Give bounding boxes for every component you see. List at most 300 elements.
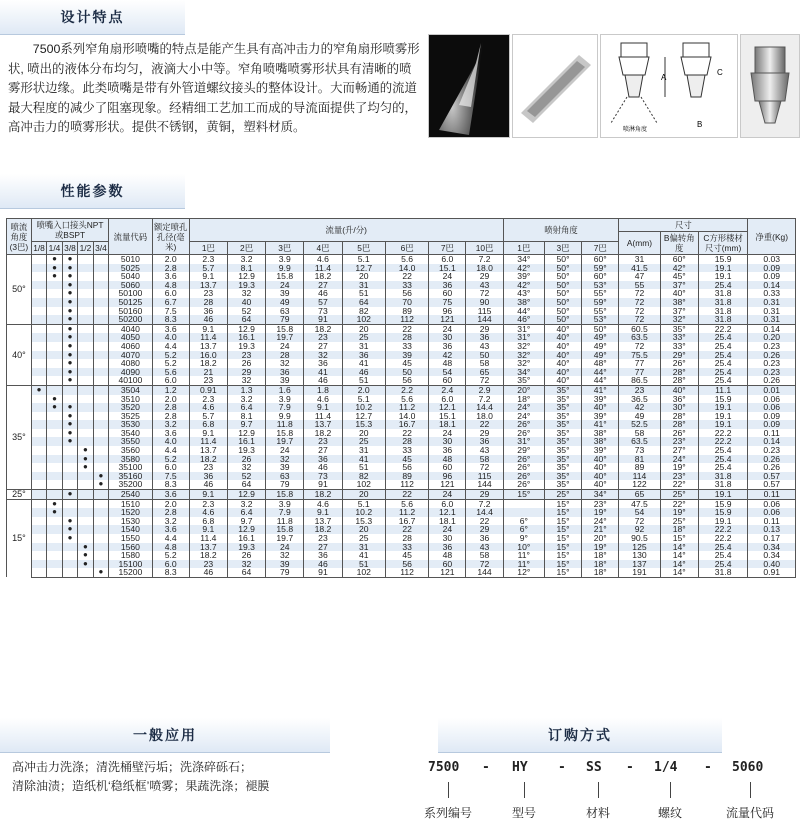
size-mark-cell [62,463,77,472]
table-cell: 22.2 [698,525,748,534]
table-cell: 42° [503,281,544,290]
table-cell: 18.0 [466,412,503,421]
table-row [7,455,796,464]
table-cell: 56 [385,376,428,385]
size-mark-cell [47,420,62,429]
table-cell: 11.4 [304,264,342,273]
size-mark-cell [93,429,109,438]
table-cell: 25.4 [698,455,748,464]
table-cell: 20° [503,385,544,394]
table-cell: 6.0 [152,560,189,569]
table-cell: 4.6 [304,499,342,508]
table-cell: 26 [227,359,265,368]
table-cell: 72 [619,289,660,298]
hdr-pressure: 6巴 [385,242,428,255]
hdr-pressure: 7巴 [429,242,466,255]
table-cell: 3.2 [227,255,265,264]
table-cell: 2.0 [152,255,189,264]
table-cell: 50° [544,281,581,290]
table-cell: 19° [582,543,619,552]
size-mark-cell [78,490,93,500]
dimension-diagram [600,34,738,138]
size-mark-cell: ● [62,289,77,298]
size-mark-cell [93,281,109,290]
table-cell: 46 [189,480,227,489]
table-cell: 30 [429,333,466,342]
table-cell: 41 [342,551,385,560]
table-cell: 0.11 [748,517,796,526]
table-cell: 29° [660,351,698,360]
table-cell: 46 [304,376,342,385]
table-cell: 4.6 [304,255,342,264]
table-cell: 1.3 [227,385,265,394]
table-cell: 11.8 [266,517,304,526]
size-mark-cell [78,499,93,508]
table-cell: 72 [466,289,503,298]
table-cell: 22.2 [698,437,748,446]
table-cell: 3540 [109,429,152,438]
table-cell: 63 [266,307,304,316]
size-mark-cell [31,499,46,508]
table-cell: 0.17 [748,534,796,543]
table-cell: 0.13 [748,525,796,534]
table-cell: 20° [582,534,619,543]
table-row [7,480,796,489]
table-cell: 59° [582,264,619,273]
table-cell: 36 [466,534,503,543]
hdr-spray: 喷射角度 [503,219,619,242]
hdr-dim-c: C方形楼材尺寸(mm) [698,232,748,255]
table-cell: 18° [582,568,619,577]
table-cell: 9.7 [227,517,265,526]
table-cell: 26° [660,359,698,368]
table-cell: 50 [466,351,503,360]
table-cell: 112 [385,315,428,324]
table-cell: 7.2 [466,255,503,264]
table-cell: 0.23 [748,368,796,377]
table-cell: 7.5 [152,472,189,481]
size-mark-cell [93,437,109,446]
table-cell: 35100 [109,463,152,472]
size-mark-cell [78,272,93,281]
table-cell: 4040 [109,324,152,333]
table-cell: 4090 [109,368,152,377]
order-tick [524,782,525,798]
hdr-size: 3/8 [64,243,76,253]
table-cell: 20 [342,272,385,281]
table-cell: 50° [544,272,581,281]
table-cell: 19.1 [698,490,748,500]
table-cell: 5.2 [152,359,189,368]
table-cell: 12.7 [342,264,385,273]
table-cell: 40° [582,480,619,489]
size-mark-cell: ● [31,385,46,394]
table-row [7,272,796,281]
spray-pattern-image [512,34,598,138]
size-mark-cell [31,446,46,455]
size-mark-cell: ● [62,525,77,534]
table-cell: 19.3 [227,281,265,290]
hdr-pressure: 4巴 [304,242,342,255]
table-cell: 22° [660,480,698,489]
table-cell: 77 [619,368,660,377]
table-cell: 31.8 [698,298,748,307]
table-cell: 35° [544,420,581,429]
table-cell: 25.4 [698,551,748,560]
size-mark-cell: ● [47,403,62,412]
table-cell: 50° [544,289,581,298]
table-cell: 50° [544,298,581,307]
table-cell: 2.8 [152,264,189,273]
table-cell: 3510 [109,395,152,404]
size-mark-cell [93,359,109,368]
table-cell: 40° [582,455,619,464]
table-cell: 11.2 [385,508,428,517]
table-cell: 15100 [109,560,152,569]
size-mark-cell [62,551,77,560]
table-cell: 0.06 [748,499,796,508]
table-cell: 40° [544,324,581,333]
table-row [7,351,796,360]
table-row [7,315,796,324]
table-cell: 26° [503,463,544,472]
table-cell: 36 [189,307,227,316]
table-cell: 73 [619,446,660,455]
table-cell: 11.4 [189,333,227,342]
table-cell: 3.2 [152,420,189,429]
angle-group-cell: 25° [7,490,32,500]
hdr-size: 1/8 [33,243,45,253]
table-cell: 191 [619,568,660,577]
table-cell: 18.0 [466,264,503,273]
table-cell: 23 [619,385,660,394]
table-cell: 25.4 [698,376,748,385]
size-mark-cell: ● [62,376,77,385]
table-cell: 15.1 [429,412,466,421]
table-cell: 23 [227,351,265,360]
table-cell: 0.09 [748,272,796,281]
table-row [7,517,796,526]
size-mark-cell [78,298,93,307]
table-cell: 36 [266,368,304,377]
table-cell: 3.6 [152,525,189,534]
table-cell: 15° [660,534,698,543]
size-mark-cell [93,342,109,351]
hdr-angle: 喷流角度(3巴) [7,219,32,255]
table-cell: 5.6 [152,368,189,377]
table-cell: 24 [429,525,466,534]
table-cell: 5010 [109,255,152,264]
size-mark-cell [62,480,77,489]
size-mark-cell [31,517,46,526]
size-mark-cell [78,525,93,534]
table-cell: 8.1 [227,412,265,421]
section-header-performance [0,174,185,209]
table-cell: 28 [189,298,227,307]
section-title-performance: 性能参数 [60,184,125,200]
table-cell: 11.4 [304,412,342,421]
table-cell: 44° [503,307,544,316]
table-cell: 36 [342,351,385,360]
table-cell: 19.1 [698,420,748,429]
table-cell: 12.9 [227,324,265,333]
size-mark-cell [47,463,62,472]
table-cell: 0.06 [748,395,796,404]
table-cell: 60 [429,376,466,385]
table-cell: 0.11 [748,429,796,438]
size-mark-cell [78,342,93,351]
table-cell: 35° [544,472,581,481]
dim-label-a: A [661,73,667,82]
table-cell: 31 [342,543,385,552]
table-cell: 56 [385,289,428,298]
table-cell: 6.8 [189,517,227,526]
table-cell: 3.9 [266,395,304,404]
table-cell: 58 [466,359,503,368]
table-cell: 53° [582,315,619,324]
table-cell: 2.0 [342,385,385,394]
table-cell: 11.8 [266,420,304,429]
table-cell: 43° [503,289,544,298]
table-cell: 53° [582,281,619,290]
table-cell: 3.9 [266,499,304,508]
table-cell: 46 [189,568,227,577]
hdr-pressure: 1巴 [189,242,227,255]
table-cell: 46 [342,368,385,377]
table-cell: 41° [582,385,619,394]
table-cell: 58 [466,455,503,464]
table-cell: 6.4 [227,508,265,517]
size-mark-cell [31,437,46,446]
size-mark-cell: ● [78,551,93,560]
table-cell: 52 [227,472,265,481]
table-row [7,359,796,368]
table-cell: 48° [582,359,619,368]
table-cell: 3.2 [227,395,265,404]
table-cell: 0.23 [748,359,796,368]
size-mark-cell [93,525,109,534]
size-mark-cell [62,446,77,455]
table-cell: 26 [227,455,265,464]
hdr-dim-a: A(mm) [619,232,660,255]
table-cell: 2.8 [152,403,189,412]
size-mark-cell [31,333,46,342]
table-cell: 0.31 [748,315,796,324]
size-mark-cell [47,324,62,333]
table-cell: 12.9 [227,272,265,281]
table-cell: 7.9 [266,508,304,517]
table-cell: 24 [266,543,304,552]
table-cell: 12.7 [342,412,385,421]
table-cell: 25.4 [698,560,748,569]
table-cell: 35° [544,463,581,472]
size-mark-cell [47,281,62,290]
table-cell: 31.8 [698,480,748,489]
size-mark-cell [93,543,109,552]
table-cell: 23 [189,289,227,298]
table-cell: 15.8 [266,324,304,333]
order-label-series: 系列编号 [424,806,473,820]
table-cell: 16.7 [385,517,428,526]
table-cell: 1520 [109,508,152,517]
table-cell: 65 [619,490,660,500]
spec-table-body [7,255,796,578]
table-cell: 14° [660,568,698,577]
table-cell: 0.14 [748,324,796,333]
table-cell: 9.9 [266,264,304,273]
table-cell: 42° [660,264,698,273]
size-mark-cell: ● [78,446,93,455]
dim-label-angle: 喷淋角度 [623,127,648,133]
order-label-material: 材料 [586,806,611,820]
size-mark-cell [62,508,77,517]
size-mark-cell [62,385,77,394]
size-mark-cell: ● [78,543,93,552]
table-cell: 89 [619,463,660,472]
table-cell: 39° [503,272,544,281]
size-mark-cell [31,551,46,560]
table-cell: 1510 [109,499,152,508]
size-mark-cell [47,446,62,455]
table-cell: 112 [385,568,428,577]
table-cell: 20 [342,324,385,333]
table-cell: 40 [227,298,265,307]
table-cell: 19.3 [227,342,265,351]
table-cell: 0.03 [748,255,796,264]
table-cell: 65 [466,368,503,377]
table-cell: 31° [503,333,544,342]
table-cell: 144 [466,568,503,577]
table-cell: 79 [266,315,304,324]
table-cell: 32 [227,463,265,472]
table-cell: 7.5 [152,307,189,316]
table-cell: 13.7 [189,543,227,552]
size-mark-cell [31,351,46,360]
size-mark-cell [31,534,46,543]
size-mark-cell [31,560,46,569]
angle-group-cell: 40° [7,324,32,385]
table-cell: 35° [544,480,581,489]
table-cell: 2.8 [152,508,189,517]
table-cell: 7.2 [466,499,503,508]
size-mark-cell [47,368,62,377]
table-cell: 24 [429,490,466,500]
table-cell: 25.4 [698,333,748,342]
order-code-material: SS [586,760,602,775]
size-mark-cell [47,560,62,569]
table-cell: 50° [544,315,581,324]
table-cell: 42 [619,403,660,412]
table-cell: 15.1 [429,264,466,273]
table-cell: 9.1 [189,525,227,534]
size-mark-cell [31,463,46,472]
size-mark-cell [31,264,46,273]
table-cell: 1.8 [304,385,342,394]
table-cell: 52 [227,307,265,316]
table-cell: 11° [503,560,544,569]
hdr-code: 流量代码 [109,219,152,255]
size-mark-cell [47,298,62,307]
table-cell: 18.2 [189,551,227,560]
table-cell: 14.4 [466,403,503,412]
table-cell: 25.4 [698,281,748,290]
size-mark-cell [78,255,93,264]
table-row [7,534,796,543]
table-cell: 39 [266,560,304,569]
size-mark-cell [47,333,62,342]
table-row [7,368,796,377]
table-cell: 45° [660,272,698,281]
angle-group-cell: 35° [7,385,32,489]
table-cell: 34° [582,490,619,500]
table-cell: 0.06 [748,508,796,517]
table-cell: 48 [429,455,466,464]
table-cell: 144 [466,315,503,324]
table-cell: 22 [385,490,428,500]
table-row [7,551,796,560]
table-cell: 46 [304,289,342,298]
size-mark-cell: ● [62,298,77,307]
ordering-example [420,760,800,820]
table-cell: 72 [619,315,660,324]
order-code-flow: 5060 [732,760,764,775]
table-cell: 35° [544,446,581,455]
order-code-sep: - [558,760,566,775]
size-mark-cell [93,446,109,455]
table-cell: 33 [385,543,428,552]
order-code-sep: - [626,760,634,775]
hdr-orifice: 额定喷孔孔径(毫米) [152,219,189,255]
table-cell: 35° [544,437,581,446]
table-cell: 59° [582,298,619,307]
table-cell: 0.14 [748,281,796,290]
table-cell: 18° [660,525,698,534]
table-cell: 14° [660,551,698,560]
table-cell: 3.6 [152,490,189,500]
table-cell: 125 [619,543,660,552]
table-cell: 122 [619,480,660,489]
applications-list [12,758,412,796]
table-cell: 35° [503,376,544,385]
table-cell: 36 [429,543,466,552]
table-cell: 60 [429,560,466,569]
size-mark-cell: ● [62,368,77,377]
size-mark-cell [78,264,93,273]
table-cell: 4.4 [152,534,189,543]
table-cell: 41.5 [619,264,660,273]
size-mark-cell [93,517,109,526]
size-mark-cell [78,281,93,290]
table-cell: 56 [385,560,428,569]
table-cell: 39 [266,463,304,472]
table-cell: 0.91 [748,568,796,577]
table-cell: 22 [466,517,503,526]
hdr-spray-pressure: 1巴 [503,242,544,255]
table-cell: 9.7 [227,420,265,429]
size-mark-cell [62,472,77,481]
table-cell: 1.6 [266,385,304,394]
size-mark-cell [31,272,46,281]
table-cell: 51 [342,289,385,298]
table-cell: 15.9 [698,499,748,508]
size-mark-cell [62,455,77,464]
table-cell: 20 [342,525,385,534]
size-mark-cell: ● [62,315,77,324]
table-cell: 15.8 [266,525,304,534]
table-cell: 1.2 [152,385,189,394]
table-cell: 130 [619,551,660,560]
size-mark-cell [93,368,109,377]
